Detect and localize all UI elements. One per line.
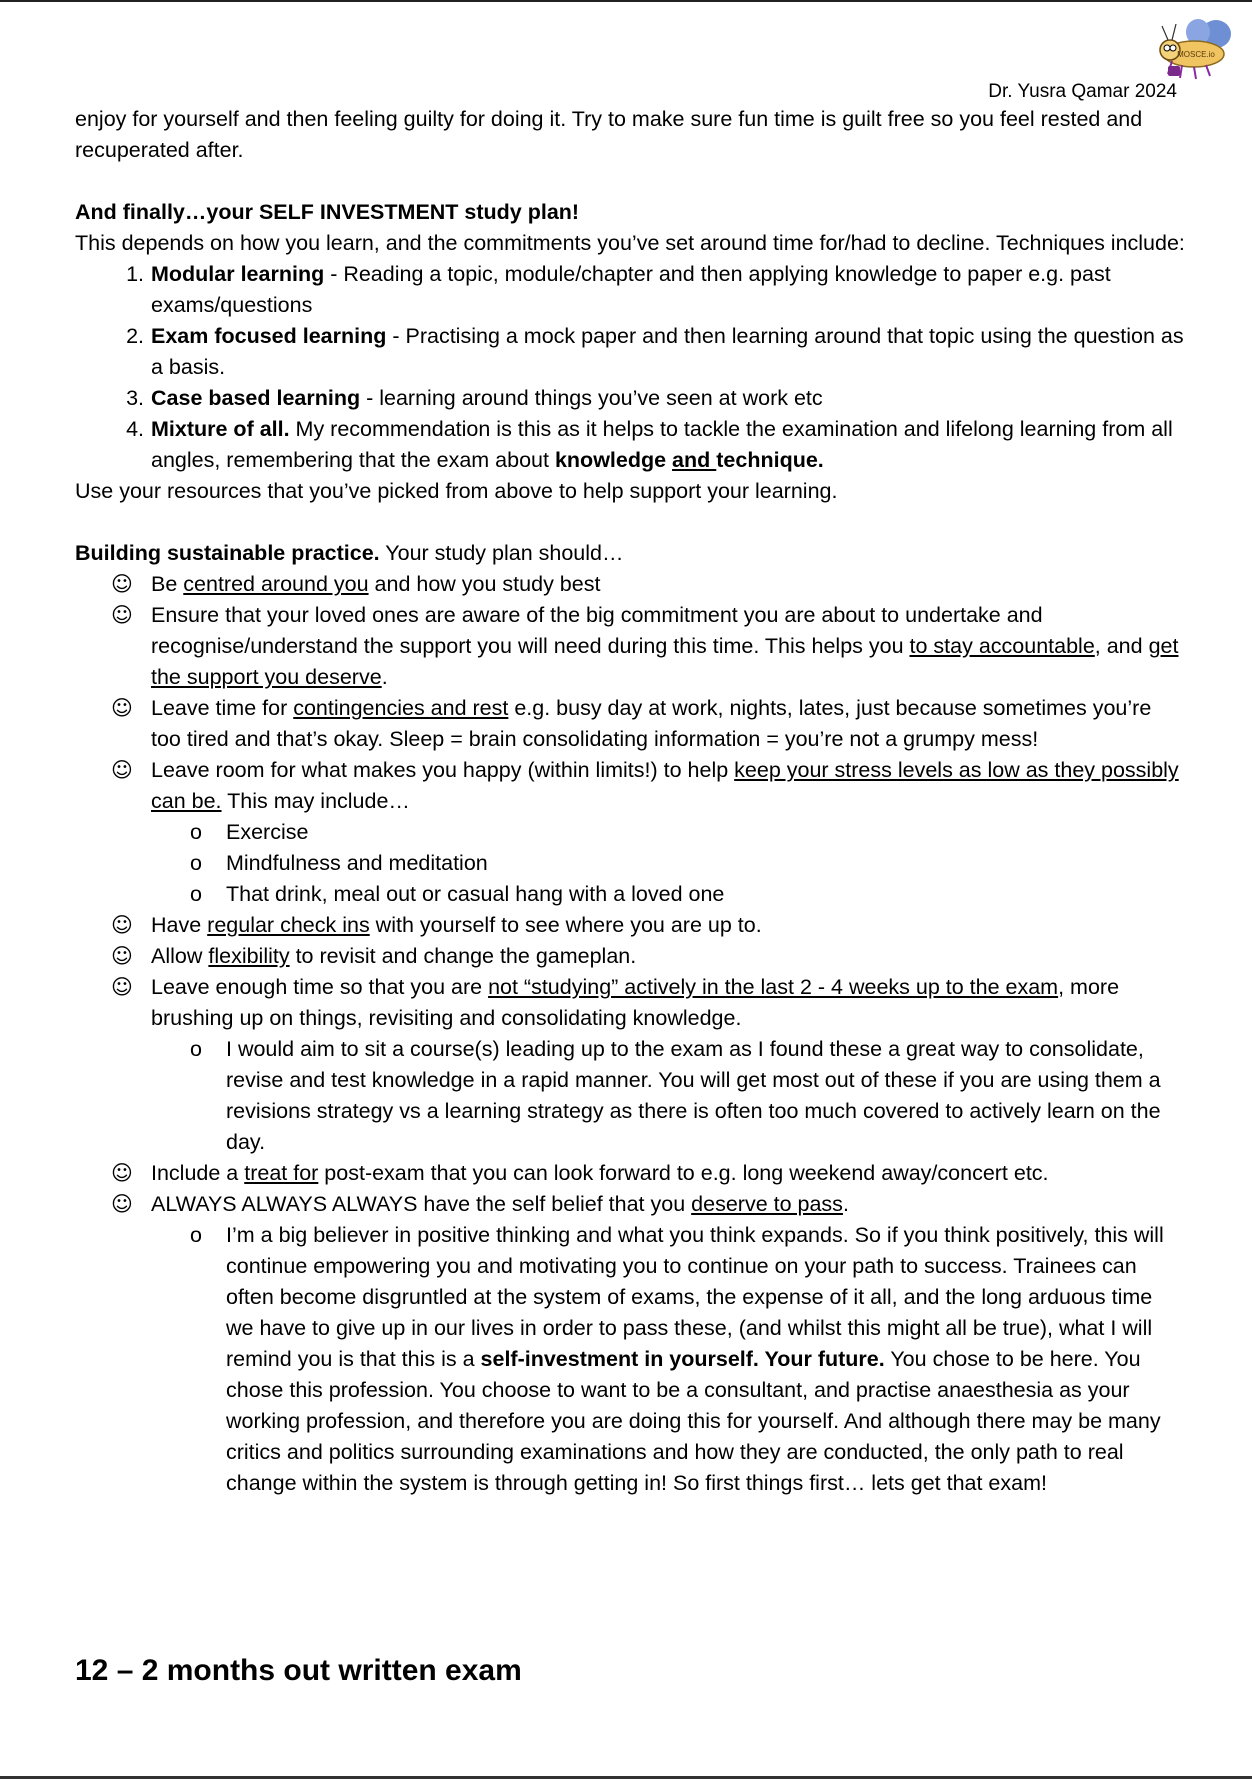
list-item: ☺ Have regular check ins with yourself to see where you are up to.	[75, 910, 1185, 941]
study-plan-outro: Use your resources that you’ve picked from above to help support your learning.	[75, 479, 838, 503]
list-item: ☺ Be centred around you and how you study best	[75, 569, 1185, 600]
smiley-icon: ☺	[111, 1161, 133, 1185]
intro-fragment: enjoy for yourself and then feeling guilty for doing it. Try to make sure fun time is guilt free so you feel rested and recuperated after.	[75, 107, 1143, 162]
circle-bullet-icon: o	[190, 820, 202, 844]
list-item: 4. Mixture of all. My recommendation is this as it helps to tackle the examination and lifelong learning from all angles, remembering that the exam about knowledge and technique.	[126, 417, 1173, 472]
mosce-logo	[1150, 12, 1238, 82]
page-top-border	[0, 0, 1252, 2]
smiley-icon: ☺	[111, 758, 133, 782]
study-plan-intro: This depends on how you learn, and the commitments you’ve set around time for/had to decline. Techniques include:	[75, 231, 1185, 255]
list-item: ☺ Include a treat for post-exam that you can look forward to e.g. long weekend away/concert etc.	[75, 1158, 1185, 1189]
techniques-list	[75, 259, 1185, 476]
list-item: ☺ Leave time for contingencies and rest e.g. busy day at work, nights, lates, just because sometimes you’re too tired and that’s okay. Sleep = brain consolidating information = you’re not a grumpy mess!	[75, 693, 1185, 755]
list-item: ☺ Leave room for what makes you happy (within limits!) to help keep your stress levels as low as they possibly can be. This may include…	[75, 755, 1185, 817]
study-plan-heading: And finally…your SELF INVESTMENT study plan!	[75, 200, 580, 224]
sub-list-item: o Mindfulness and meditation	[75, 848, 1185, 879]
list-item: ☺ Allow flexibility to revisit and change the gameplan.	[75, 941, 1185, 972]
section-heading: 12 – 2 months out written exam	[75, 1654, 522, 1687]
sustainable-heading: Building sustainable practice. Your study plan should…	[75, 541, 624, 565]
circle-bullet-icon: o	[190, 882, 202, 906]
smiley-icon: ☺	[111, 975, 133, 999]
circle-bullet-icon: o	[190, 1037, 202, 1061]
author-header: Dr. Yusra Qamar 2024	[988, 81, 1177, 102]
circle-bullet-icon: o	[190, 1223, 202, 1247]
list-item: 1. Modular learning - Reading a topic, module/chapter and then applying knowledge to paper e.g. past exams/questions	[126, 262, 1111, 317]
smiley-icon: ☺	[111, 913, 133, 937]
smiley-icon: ☺	[111, 944, 133, 968]
circle-bullet-icon: o	[190, 851, 202, 875]
sub-list-item: o I’m a big believer in positive thinking and what you think expands. So if you think positively, this will continue empowering you and motivating you to continue on your path to success. Trainees can often become disgruntled at the system of exams, the expense of it all, and the long arduous time we have to give up in our lives in order to pass these, (and whilst this might all be true), what I will remind you is that this is a self-investment in yourself. Your future. You chose to be here. You chose this profession. You choose to want to be a consultant, and practise anaesthesia as your working profession, and therefore you are doing this for yourself. And although there may be many critics and politics surrounding examinations and how they are conducted, the only path to real change within the system is through getting in! So first things first… lets get that exam!	[75, 1220, 1185, 1499]
smiley-icon: ☺	[111, 572, 133, 596]
list-item: 2. Exam focused learning - Practising a mock paper and then learning around that topic using the question as a basis.	[126, 324, 1184, 379]
logo-text: MOSCE.io	[1177, 50, 1215, 59]
sub-list-item: o That drink, meal out or casual hang with a loved one	[75, 879, 1185, 910]
sustainable-list	[75, 569, 1185, 1499]
document-body	[75, 104, 1185, 1499]
list-item: ☺ Leave enough time so that you are not “studying” actively in the last 2 - 4 weeks up to the exam, more brushing up on things, revisiting and consolidating knowledge.	[75, 972, 1185, 1034]
sub-list-item: o I would aim to sit a course(s) leading up to the exam as I found these a great way to consolidate, revise and test knowledge in a rapid manner. You will get most out of these if you are using them a revisions strategy vs a learning strategy as there is often too much covered to actively learn on the day.	[75, 1034, 1185, 1158]
logo-bag	[1168, 66, 1180, 76]
page-bottom-border	[0, 1776, 1252, 1779]
sub-list-item: o Exercise	[75, 817, 1185, 848]
smiley-icon: ☺	[111, 603, 133, 627]
list-item: 3. Case based learning - learning around things you’ve seen at work etc	[126, 386, 823, 410]
smiley-icon: ☺	[111, 1192, 133, 1216]
list-item: ☺ Ensure that your loved ones are aware of the big commitment you are about to undertake and recognise/understand the support you will need during this time. This helps you to stay accountable, and get the support you deserve.	[75, 600, 1185, 693]
smiley-icon: ☺	[111, 696, 133, 720]
list-item: ☺ ALWAYS ALWAYS ALWAYS have the self belief that you deserve to pass.	[75, 1189, 1185, 1220]
